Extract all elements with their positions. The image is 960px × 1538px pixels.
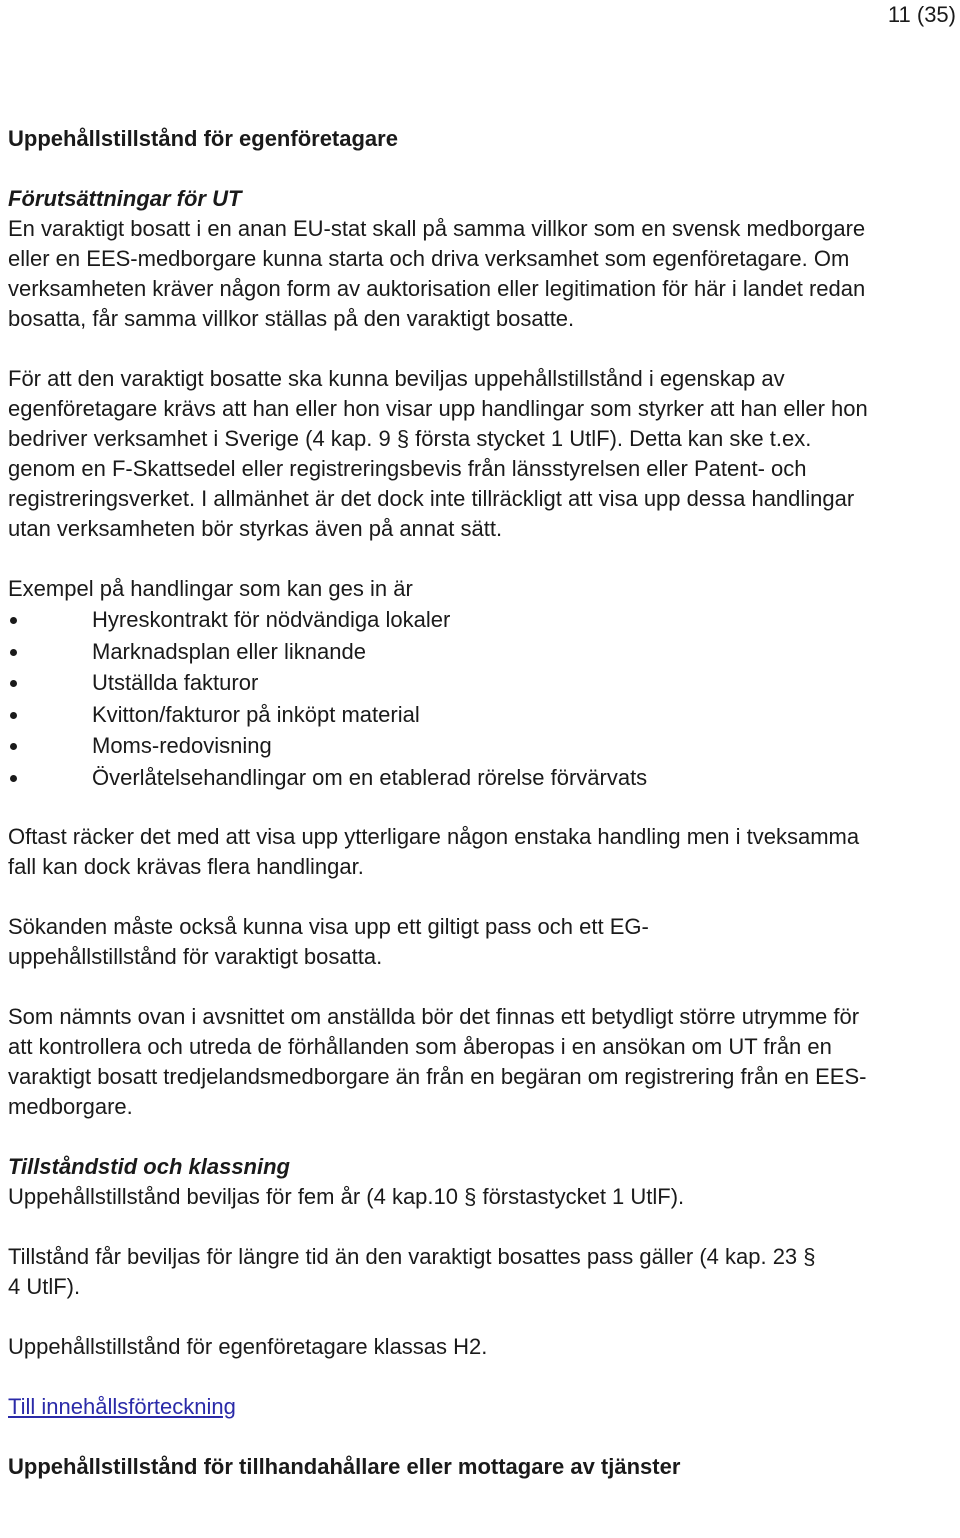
documentation-paragraph-block: [8, 364, 948, 544]
toc-link-block: [8, 1392, 948, 1422]
bullet-icon: [10, 712, 17, 719]
duration-heading: Tillståndstid och klassning: [8, 1154, 290, 1179]
prerequisites-paragraph: En varaktigt bosatt i en anan EU-stat skall på samma villkor som en svensk medborgare eller en EES-medborgare kunna starta och driva verksamhet som egenföretagare. Om verksamheten kräver någon form av auktorisation eller legitimation för här i landet redan bosatta, får samma villkor ställas på den varaktigt bosatte.: [8, 216, 866, 331]
list-item: [8, 730, 948, 762]
prerequisites-section: [8, 184, 948, 334]
duration-passport-block: [8, 1242, 948, 1302]
additional-documents-block: [8, 822, 948, 882]
passport-block: [8, 912, 948, 972]
list-item: [8, 699, 948, 731]
bullet-icon: [10, 649, 17, 656]
additional-documents-paragraph: Oftast räcker det med att visa upp ytterligare någon enstaka handling men i tveksamma fall kan dock krävas flera handlingar.: [8, 824, 860, 879]
list-item-text: Överlåtelsehandlingar om en etablerad rörelse förvärvats: [92, 764, 648, 790]
bullet-icon: [10, 680, 17, 687]
list-item-text: Marknadsplan eller liknande: [92, 638, 366, 664]
list-item-text: Moms-redovisning: [92, 733, 272, 758]
list-item: [8, 604, 948, 636]
classification-block: [8, 1332, 948, 1362]
examples-intro: Exempel på handlingar som kan ges in är: [8, 576, 413, 601]
duration-paragraph-3: Uppehållstillstånd för egenföretagare klassas H2.: [8, 1334, 488, 1359]
duration-section: [8, 1152, 948, 1212]
toc-link[interactable]: Till innehållsförteckning: [8, 1394, 236, 1419]
list-item-text: Hyreskontrakt för nödvändiga lokaler: [92, 607, 451, 632]
scrutiny-paragraph: Som nämnts ovan i avsnittet om anställda bör det finnas ett betydligt större utrymme för att kontrollera och utreda de förhållanden som åberopas i en ansökan om UT från en varaktigt bosatt tredjelandsmedborgare än från en begäran om registrering från en EES-medborgare.: [8, 1004, 867, 1119]
examples-section: [8, 574, 948, 793]
page-number: 11 (35): [887, 2, 956, 27]
examples-list: [8, 604, 948, 793]
list-item-text: Kvitton/fakturor på inköpt material: [92, 701, 420, 727]
bullet-icon: [10, 743, 17, 750]
duration-paragraph-1: Uppehållstillstånd beviljas för fem år (4 kap.10 § förstastycket 1 UtlF).: [8, 1184, 685, 1209]
passport-paragraph: Sökanden måste också kunna visa upp ett giltigt pass och ett EG-uppehållstillstånd för varaktigt bosatta.: [8, 914, 649, 969]
prerequisites-heading: Förutsättningar för UT: [8, 186, 242, 211]
list-item: [8, 667, 948, 699]
bullet-icon: [10, 775, 17, 782]
list-item-text: Utställda fakturor: [92, 670, 259, 695]
bullet-icon: [10, 617, 17, 624]
list-item: [8, 762, 948, 794]
next-section-title: Uppehållstillstånd för tillhandahållare eller mottagare av tjänster: [8, 1454, 681, 1479]
section-title: Uppehållstillstånd för egenföretagare: [8, 126, 398, 151]
scrutiny-block: [8, 1002, 948, 1122]
duration-paragraph-2: Tillstånd får beviljas för längre tid än den varaktigt bosattes pass gäller (4 kap. 23 § 4 UtlF).: [8, 1244, 816, 1299]
document-body: [8, 124, 948, 1482]
documentation-paragraph: För att den varaktigt bosatte ska kunna beviljas uppehållstillstånd i egenskap av egenföretagare krävs att han eller hon visar upp handlingar som styrker att han eller hon bedriver verksamhet i Sverige (4 kap. 9 § första stycket 1 UtlF). Detta kan ske t.ex. genom en F-Skattsedel eller registreringsbevis från länsstyrelsen eller Patent- och registreringsverket. I allmänhet är det dock inte tillräckligt att visa upp dessa handlingar utan verksamheten bör styrkas även på annat sätt.: [8, 366, 868, 541]
list-item: [8, 636, 948, 668]
